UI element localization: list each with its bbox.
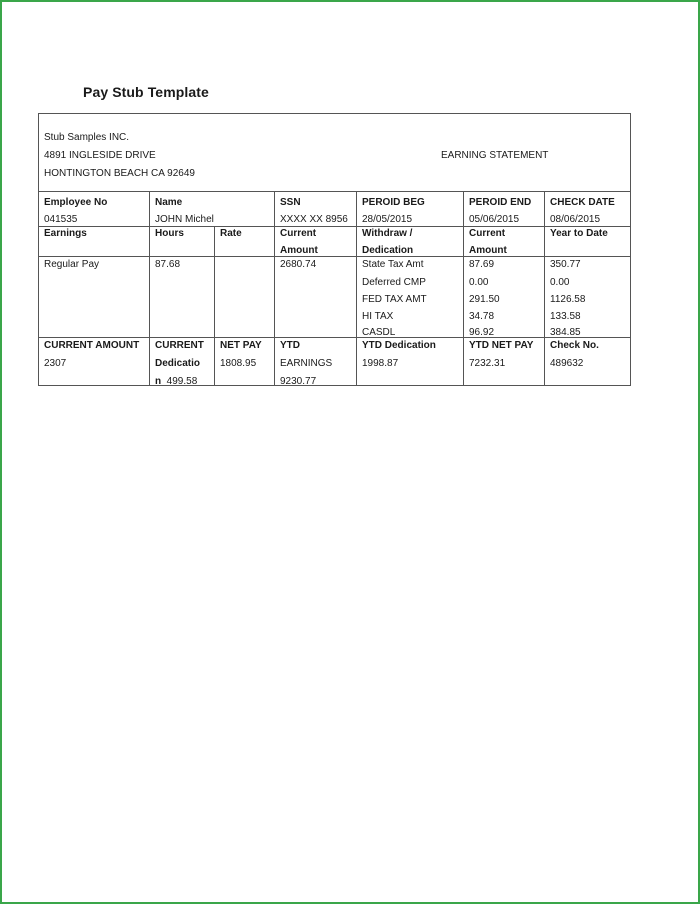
pay-stub [38, 113, 631, 386]
dedication-label-line2: n [155, 376, 162, 387]
column-rule-1 [149, 191, 150, 385]
company-address-line2: HONTINGTON BEACH CA 92649 [44, 168, 195, 179]
deduction-current: 96.92 [469, 327, 495, 338]
column-rule-6 [544, 191, 545, 385]
column-rule-2 [214, 226, 215, 385]
column-rule-4 [356, 191, 357, 385]
deduction-ytd: 350.77 [550, 259, 581, 270]
withdraw-label-line1: Withdraw / [362, 228, 413, 239]
ssn-label: SSN [280, 197, 301, 208]
deduction-current: 87.69 [469, 259, 495, 270]
ytd-label: YTD [280, 340, 300, 351]
check-date-label: CHECK DATE [550, 197, 615, 208]
column-rule-5 [463, 191, 464, 385]
check-date-value: 08/06/2015 [550, 214, 601, 225]
earnings-current-amount: 2680.74 [280, 259, 317, 270]
net-pay-value: 1808.95 [220, 358, 257, 369]
current-amount-summary-label: CURRENT AMOUNT [44, 340, 140, 351]
period-beg-value: 28/05/2015 [362, 214, 413, 225]
divider-employee [39, 226, 630, 227]
employee-no-label: Employee No [44, 197, 108, 208]
earnings-hours: 87.68 [155, 259, 181, 270]
divider-earnings-header [39, 256, 630, 257]
dedication-value: 499.58 [166, 376, 198, 387]
ytd-dedication-label: YTD Dedication [362, 340, 436, 351]
deduction-current: 34.78 [469, 311, 495, 322]
period-beg-label: PEROID BEG [362, 197, 425, 208]
period-end-value: 05/06/2015 [469, 214, 520, 225]
hours-label: Hours [155, 228, 184, 239]
deduction-ytd: 384.85 [550, 327, 581, 338]
company-name: Stub Samples INC. [44, 132, 130, 143]
deduction-current-label-line1: Current [469, 228, 506, 239]
check-no-label: Check No. [550, 340, 599, 351]
deduction-ytd: 0.00 [550, 277, 570, 288]
column-rule-3 [274, 191, 275, 385]
deduction-ytd: 1126.58 [550, 294, 586, 305]
earnings-label: Earnings [44, 228, 87, 239]
current-amount-label-line2: Amount [280, 245, 318, 256]
ytd-net-pay-value: 7232.31 [469, 358, 506, 369]
dedication-line2 [155, 376, 197, 387]
year-to-date-label: Year to Date [550, 228, 608, 239]
period-end-label: PEROID END [469, 197, 532, 208]
deduction-name: Deferred CMP [362, 277, 426, 288]
company-address-line1: 4891 INGLESIDE DRIVE [44, 150, 156, 161]
deduction-name: HI TAX [362, 311, 394, 322]
deduction-name: FED TAX AMT [362, 294, 427, 305]
name-value: JOHN Michel [155, 214, 214, 225]
deduction-name: CASDL [362, 327, 396, 338]
earnings-label-summary: EARNINGS [280, 358, 333, 369]
ssn-value: XXXX XX 8956 [280, 214, 348, 225]
check-no-value: 489632 [550, 358, 584, 369]
deduction-current: 291.50 [469, 294, 500, 305]
ytd-dedication-value: 1998.87 [362, 358, 399, 369]
current-amount-label-line1: Current [280, 228, 317, 239]
rate-label: Rate [220, 228, 242, 239]
divider-deductions [39, 337, 630, 338]
withdraw-label-line2: Dedication [362, 245, 414, 256]
ytd-earnings-value: 9230.77 [280, 376, 317, 387]
deduction-current-label-line2: Amount [469, 245, 507, 256]
deduction-current: 0.00 [469, 277, 489, 288]
deduction-ytd: 133.58 [550, 311, 581, 322]
ytd-net-pay-label: YTD NET PAY [469, 340, 534, 351]
name-label: Name [155, 197, 183, 208]
divider-company [39, 191, 630, 192]
earnings-type: Regular Pay [44, 259, 100, 270]
current-amount-value: 2307 [44, 358, 67, 369]
employee-no-value: 041535 [44, 214, 78, 225]
page-title: Pay Stub Template [83, 84, 209, 100]
dedication-label-line1: Dedicatio [155, 358, 201, 369]
current-summary-label: CURRENT [155, 340, 204, 351]
earning-statement-label: EARNING STATEMENT [441, 150, 549, 161]
net-pay-label: NET PAY [220, 340, 262, 351]
deduction-name: State Tax Amt [362, 259, 424, 270]
